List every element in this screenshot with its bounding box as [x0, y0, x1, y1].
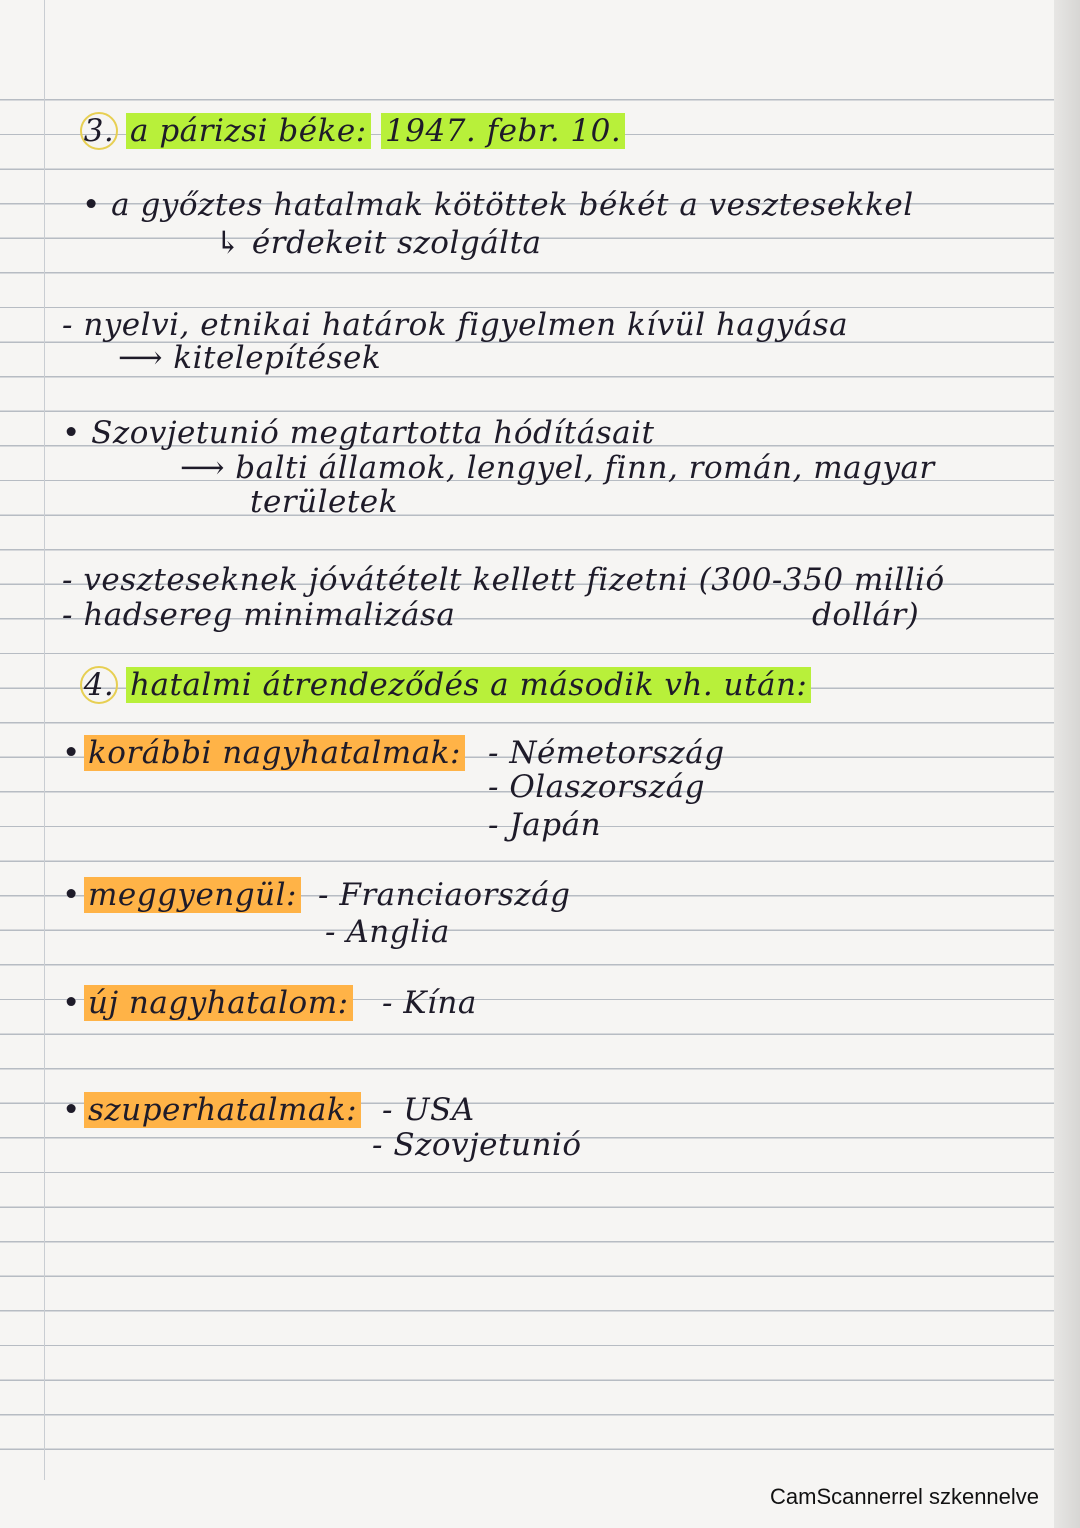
- line-reparations: - veszteseknek jóvátételt kellett fizetni (300-350 millió: [62, 562, 945, 598]
- group-superpowers: • szuperhatalmak:: [62, 1095, 361, 1126]
- margin-line: [44, 0, 45, 1480]
- section-4-heading-row: [80, 666, 811, 704]
- line-soviet-union: • Szovjetunió megtartotta hódításait: [62, 415, 655, 451]
- group-item: - Anglia: [325, 914, 450, 950]
- line-interests: ↳ érdekeit szolgálta: [215, 225, 542, 261]
- group-item: - Franciaország: [318, 877, 571, 913]
- scanner-watermark: CamScannerrel szkennelve: [770, 1484, 1040, 1509]
- group-new-power: • új nagyhatalom:: [62, 988, 353, 1019]
- line-resettlement: ⟶ kitelepítések: [118, 340, 382, 376]
- group-item: - Olaszország: [488, 769, 705, 805]
- line-borders: - nyelvi, etnikai határok figyelmen kívül hagyása: [62, 307, 849, 343]
- group-label: korábbi nagyhatalmak:: [84, 735, 465, 771]
- group-item: - Kína: [382, 985, 477, 1021]
- group-item: - Szovjetunió: [372, 1127, 582, 1163]
- group-item: - Németország: [488, 735, 725, 771]
- line-territories-list: ⟶ balti államok, lengyel, finn, román, magyar: [180, 450, 935, 486]
- section-3-heading-row: [80, 112, 625, 150]
- section-3-number: 3.: [80, 112, 118, 150]
- group-label: új nagyhatalom:: [84, 985, 353, 1021]
- line-dollar: dollár): [812, 597, 920, 633]
- group-former-powers: • korábbi nagyhatalmak:: [62, 738, 465, 769]
- group-item: - USA: [382, 1092, 475, 1128]
- group-label: szuperhatalmak:: [84, 1092, 361, 1128]
- section-4-heading: hatalmi átrendeződés a második vh. után:: [126, 667, 811, 703]
- section-3-date: 1947. febr. 10.: [381, 113, 625, 149]
- group-label: meggyengül:: [84, 877, 301, 913]
- group-weakened: • meggyengül:: [62, 880, 301, 911]
- page-edge-shadow: [1054, 0, 1080, 1528]
- line-army: - hadsereg minimalizása: [62, 597, 456, 633]
- section-4-number: 4.: [80, 666, 118, 704]
- line-territories: területek: [250, 484, 398, 520]
- group-item: - Japán: [488, 807, 602, 843]
- section-3-heading: a párizsi béke:: [126, 113, 371, 149]
- line-victors: • a győztes hatalmak kötöttek békét a vesztesekkel: [82, 187, 914, 223]
